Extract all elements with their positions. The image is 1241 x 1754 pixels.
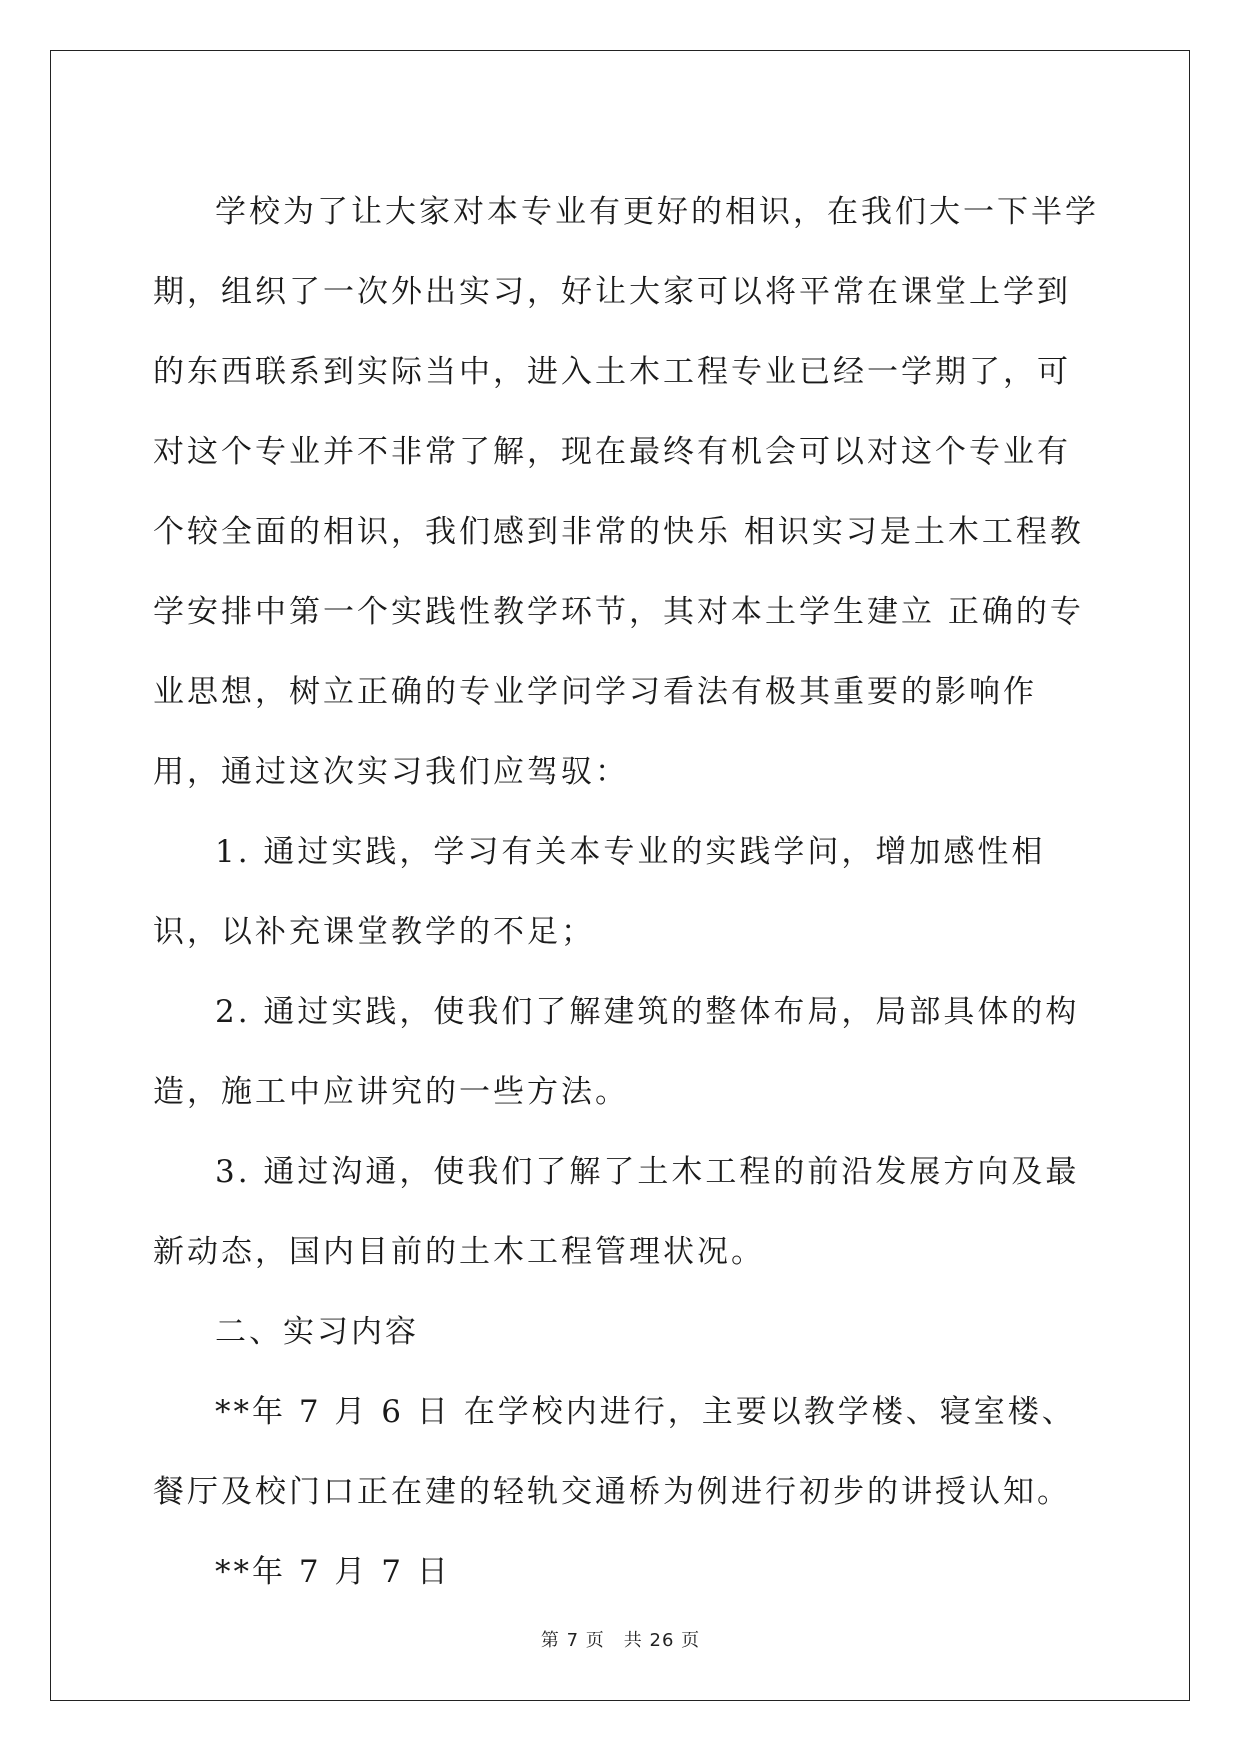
list-item-3: 3. 通过沟通，使我们了解了土木工程的前沿发展方向及最新动态，国内目前的土木工程管理状况。: [153, 1154, 1080, 1270]
paragraph-intro: 学校为了让大家对本专业有更好的相识，在我们大一下半学期，组织了一次外出实习，好让大家可以将平常在课堂上学到的东西联系到实际当中，进入土木工程专业已经一学期了，可对这个专业并不非常了解，现在最终有机会可以对这个专业有个较全面的相识，我们感到非常的快乐 相识实习是土木工程教学安排中第一个实践性教学环节，其对本土学生建立 正确的专业思想，树立正确的专业学问学习看法有极其重要的影响作用，通过这次实习我们应驾驭：: [153, 194, 1099, 790]
document-body: [153, 172, 1103, 1612]
page-footer: 第 7 页 共 26 页: [540, 1630, 701, 1651]
section-heading: 二、实习内容: [215, 1314, 419, 1350]
list-item-1: 1. 通过实践，学习有关本专业的实践学问，增加感性相识，以补充课堂教学的不足；: [153, 834, 1046, 950]
list-item-2: 2. 通过实践，使我们了解建筑的整体布局，局部具体的构造，施工中应讲究的一些方法。: [153, 994, 1080, 1110]
paragraph-date-1: **年 7 月 6 日 在学校内进行，主要以教学楼、寝室楼、餐厅及校门口正在建的轻轨交通桥为例进行初步的讲授认知。: [153, 1394, 1076, 1510]
paragraph-date-2: **年 7 月 7 日: [215, 1554, 451, 1590]
